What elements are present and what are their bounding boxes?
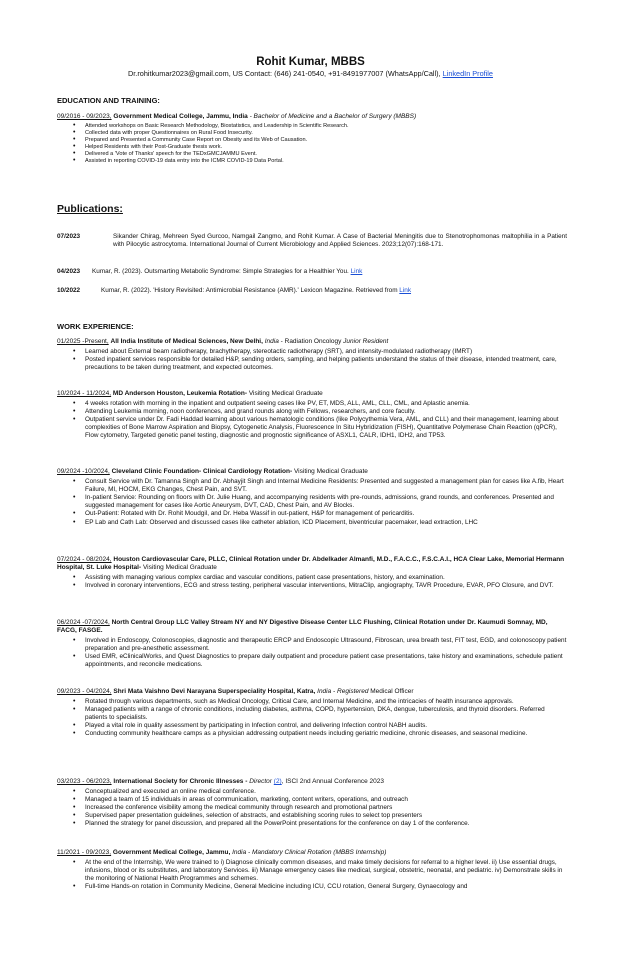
publication-link[interactable]: Link	[350, 268, 363, 275]
education-bullets	[57, 123, 567, 164]
linkedin-profile-link[interactable]: LinkedIn Profile	[442, 69, 493, 78]
publication-date: 04/2023	[57, 268, 81, 275]
list-item: • 4 weeks rotation with morning in the inpatient and outpatient seeing cases like PV, ET, MDS, ALL, AML, CLL, CML, and Aplastic anemia.	[85, 400, 567, 408]
contact-line	[0, 69, 621, 78]
entry-role: Medical Officer	[368, 688, 414, 695]
list-item: • Managed patients with a range of chronic conditions, including diabetes, asthma, COPD, hypertension, DKA, dengue, tuberculosis, and thyroid disorders. Referred patients to specialists.	[85, 706, 567, 722]
list-item: • Assisting with managing various complex cardiac and vascular conditions, patient case presentations, history, and examination.	[85, 574, 567, 582]
list-item: • Used EMR, eClinicalWorks, and Quest Diagnostics to prepare daily outpatient and procedure patient case presentations, take history and examinations, schedule patient appointments, and reconcile medications.	[85, 653, 567, 669]
work-entry-bullets	[57, 859, 567, 891]
list-item: • In-patient Service: Rounding on floors with Dr. Julie Huang, and accompanying residents with pre-rounds, admissions, grand rounds, and conferences. Presented and suggested management for cases like Aortic Aneurysm, DVT, CAD, Chest Pain, and AV Blocks.	[85, 494, 567, 510]
list-item: • Conceptualized and executed an online medical conference.	[85, 788, 567, 796]
list-item: • Planned the strategy for panel discussion, and prepared all the PowerPoint presentations for the conference on day 1 of the conference.	[85, 820, 567, 828]
list-item: • Outpatient service under Dr. Fadi Haddad learning about various hematologic conditions (like Polycythemia Vera, AML, and CLL) and their management, learning about complexities of Bone Marrow Aspiration and Biopsy, Cytogenetic Analysis, Fluorescence In Situ Hybridization (FISH), Quantitative Polymerase Chain Reaction (qPCR), Flow cytometry, Targeted genetic panel testing, diagnostic and prognostic significance of ASXL1, CALR, IDH1, IDH2, and TP53.	[85, 416, 567, 440]
entry-date: 07/2024 - 08/2024,	[57, 556, 112, 563]
list-item: • Prepared and Presented a Community Case Report on Obesity and its Web of Causation.	[85, 137, 567, 144]
entry-organization: MD Anderson Houston, Leukemia Rotation-	[112, 390, 248, 397]
work-entry	[57, 338, 567, 372]
list-item: • Learned about External beam radiotherapy, brachytherapy, stereotactic radiotherapy (SRT), and intensity-modulated radiotherapy (IMRT)	[85, 348, 567, 356]
work-entry-bullets	[57, 574, 567, 590]
work-entry	[57, 468, 567, 527]
education-heading: EDUCATION AND TRAINING:	[57, 96, 160, 105]
entry-organization: Shri Mata Vaishno Devi Narayana Superspeciality Hospital, Katra,	[113, 688, 316, 695]
work-entry	[57, 688, 567, 739]
work-entry-header	[57, 338, 567, 346]
work-entry	[57, 556, 567, 590]
list-item: • Delivered a 'Vote of Thanks' speech for the TEDxGMCJAMMU Event.	[85, 151, 567, 158]
list-item: • Consult Service with Dr. Tamanna Singh and Dr. Abhayjit Singh and Internal Medicine Residents: Presented and suggested a management plan for cases like A.fib, Heart Failure, MI, HOCM, EKG Changes, Chest Pain, and SVT.	[85, 478, 567, 494]
work-entry-bullets	[57, 788, 567, 828]
entry-role-title: Junior Resident	[343, 338, 389, 345]
work-entry-bullets	[57, 478, 567, 527]
work-entry-header	[57, 619, 567, 635]
work-entry	[57, 619, 567, 670]
entry-role: Visiting Medical Graduate	[292, 468, 368, 475]
publication-citation: Kumar, R. (2023). Outsmarting Metabolic Syndrome: Simple Strategies for a Healthier You.	[92, 268, 349, 275]
publication-citation: Kumar, R. (2022). 'History Revisited: Antimicrobial Resistance (AMR).' Lexicon Magazine. Retrieved from	[101, 287, 398, 294]
work-entry-header	[57, 390, 567, 398]
work-entry-bullets	[57, 400, 567, 440]
work-entry-header	[57, 688, 567, 696]
entry-role-title: India - Mandatory Clinical Rotation (MBBS Internship)	[230, 849, 387, 856]
list-item: • At the end of the Internship, We were trained to i) Diagnose clinically common diseases, and make timely decisions for referral to a higher level. ii) Use essential drugs, infusions, blood or its substitutes, and laboratory Services. iii) Manage emergency cases like medical, surgical, obstetric, neonatal, and pediatric. iv) Demonstrate skills in the monitoring of National Health Programmes and schemes.	[85, 859, 567, 883]
entry-organization: Government Medical College, Jammu,	[112, 849, 231, 856]
work-entry-header	[57, 468, 567, 476]
work-entry	[57, 778, 567, 829]
publication-link[interactable]: Link	[399, 287, 412, 294]
list-item: • Rotated through various departments, such as Medical Oncology, Critical Care, and Internal Medicine, and the intricacies of health insurance approvals.	[85, 698, 567, 706]
publication-date: 07/2023	[57, 233, 81, 240]
education-entry-header	[57, 113, 567, 121]
entry-date: 10/2024 - 11/2024,	[57, 390, 112, 397]
entry-date: 09/2016 - 09/2023,	[57, 113, 112, 120]
entry-organization: International Society for Chronic Illnesses -	[113, 778, 248, 785]
list-item: • Managed a team of 15 individuals in areas of communication, marketing, content writers, operations, and outreach	[85, 796, 567, 804]
entry-date: 09/2024 -10/2024,	[57, 468, 110, 475]
entry-location: India	[262, 338, 279, 345]
work-entry-header	[57, 778, 567, 786]
entry-role-title: Director	[247, 778, 272, 785]
candidate-name: Rohit Kumar, MBBS	[256, 56, 365, 68]
work-entry-header	[57, 556, 567, 572]
entry-organization: Cleveland Clinic Foundation- Clinical Cardiology Rotation-	[111, 468, 293, 475]
list-item: • Helped Residents with their Post-Graduate thesis work.	[85, 144, 567, 151]
publication-text: Sikander Chirag, Mehreen Syed Gurcoo, Namgail Zangmo, and Rohit Kumar. A Case of Bacterial Meningitis due to Stenotrophomonas maltophilia in a Patient with Pilocytic astrocytoma. International Journal of Current Microbiology and Applied Sciences. 2023;12(07):168-171.	[113, 233, 567, 248]
list-item: • Collected data with proper Questionnaires on Rural Food Insecurity.	[85, 130, 567, 137]
list-item: • Involved in coronary interventions, ECG and stress testing, peripheral vascular interventions, MitraClip, angiography, TAVR Procedure, EVAR, PFO Closure, and DVT.	[85, 582, 567, 590]
list-item: • Attended workshops on Basic Research Methodology, Biostatistics, and Leadership in Scientific Research.	[85, 123, 567, 130]
entry-organization: North Central Group LLC Valley Stream NY and NY Digestive Disease Center LLC Flushing, Clinical Rotation under Dr. Kaumudi Somnay, MD, FACG, FASGE.	[57, 619, 548, 635]
list-item: • Posted inpatient services responsible for detailed H&P, sending orders, sampling, and helping patients understand the status of their disease, intended treatment, care, precautions to be taken during treatment, and expected outcomes.	[85, 356, 567, 372]
work-entry	[57, 849, 567, 891]
entry-date: 06/2024 -07/2024,	[57, 619, 110, 626]
publication-text	[101, 287, 567, 295]
publication-item	[57, 268, 567, 278]
work-entry-bullets	[57, 698, 567, 738]
reference-link[interactable]: (2)	[273, 778, 282, 785]
list-item: • EP Lab and Cath Lab: Observed and discussed cases like catheter ablation, ICD Placement, biventricular pacemaker, lead extraction, LHC	[85, 519, 567, 527]
entry-date: 01/2025 -Present,	[57, 338, 109, 345]
entry-date: 09/2023 - 04/2024,	[57, 688, 112, 695]
education-section	[57, 113, 567, 165]
entry-degree: - Bachelor of Medicine and a Bachelor of Surgery (MBBS)	[247, 113, 417, 120]
work-experience-heading: WORK EXPERIENCE:	[57, 322, 134, 331]
publication-item	[57, 287, 567, 297]
publications-heading: Publications:	[57, 203, 123, 215]
list-item: • Supervised paper presentation guidelines, selection of abstracts, and establishing scoring rules to select top presenters	[85, 812, 567, 820]
work-entry-bullets	[57, 637, 567, 669]
publication-item	[57, 233, 567, 265]
list-item: • Increased the conference visibility among the medical community through research and promotional partners	[85, 804, 567, 812]
entry-organization: All India Institute of Medical Sciences, New Delhi,	[110, 338, 263, 345]
work-entry-bullets	[57, 348, 567, 372]
entry-role-title: India - Registered	[315, 688, 369, 695]
list-item: • Assisted in reporting COVID-19 data entry into the ICMR COVID-19 Data Portal.	[85, 158, 567, 165]
entry-date: 03/2023 - 06/2023,	[57, 778, 112, 785]
list-item: • Involved in Endoscopy, Colonoscopies, diagnostic and therapeutic ERCP and Endoscopic Ultrasound, Fibroscan, urea breath test, FIT test, EGD, and colonoscopy patient preparation and pre-anesthetic assessment.	[85, 637, 567, 653]
list-item: • Conducting community healthcare camps as a physician addressing outpatient needs including geriatric medicine, chronic diseases, and seasonal medicine.	[85, 730, 567, 738]
entry-role: , ISCI 2nd Annual Conference 2023	[281, 778, 385, 785]
work-entry-header	[57, 849, 567, 857]
entry-role: Visiting Medical Graduate	[141, 564, 217, 572]
list-item: • Out-Patient: Rotated with Dr. Rohit Moudgil, and Dr. Heba Wassif in out-patient, H&P for management of pericarditis.	[85, 510, 567, 518]
list-item: • Attending Leukemia morning, noon conferences, and grand rounds along with Fellows, researchers, and core faculty.	[85, 408, 567, 416]
entry-organization: Houston Cardiovascular Care, PLLC, Clinical Rotation under Dr. Abdelkader Almanfi, M.D., F.A.C.C., F.S.C.A.I., HCA Clear Lake, Memorial Hermann Hospital, St. Luke Hospital-	[57, 556, 565, 572]
contact-details: Dr.rohitkumar2023@gmail.com, US Contact: (646) 241-0540, +91-8491977007 (WhatsApp/Call),	[128, 69, 441, 78]
entry-role: Visiting Medical Graduate	[247, 390, 323, 397]
list-item: • Full-time Hands-on rotation in Community Medicine, General Medicine including ICU, CCU rotation, General Surgery, Gynaecology and	[85, 883, 567, 891]
entry-organization: Government Medical College, Jammu, India	[113, 113, 248, 120]
publication-text	[92, 268, 567, 276]
entry-role: - Radiation Oncology	[278, 338, 344, 345]
work-entry	[57, 390, 567, 441]
entry-date: 11/2021 - 09/2023,	[57, 849, 112, 856]
list-item: • Played a vital role in quality assessment by participating in Infection control, and delivering Infection control NABH audits.	[85, 722, 567, 730]
publication-date: 10/2022	[57, 287, 81, 294]
